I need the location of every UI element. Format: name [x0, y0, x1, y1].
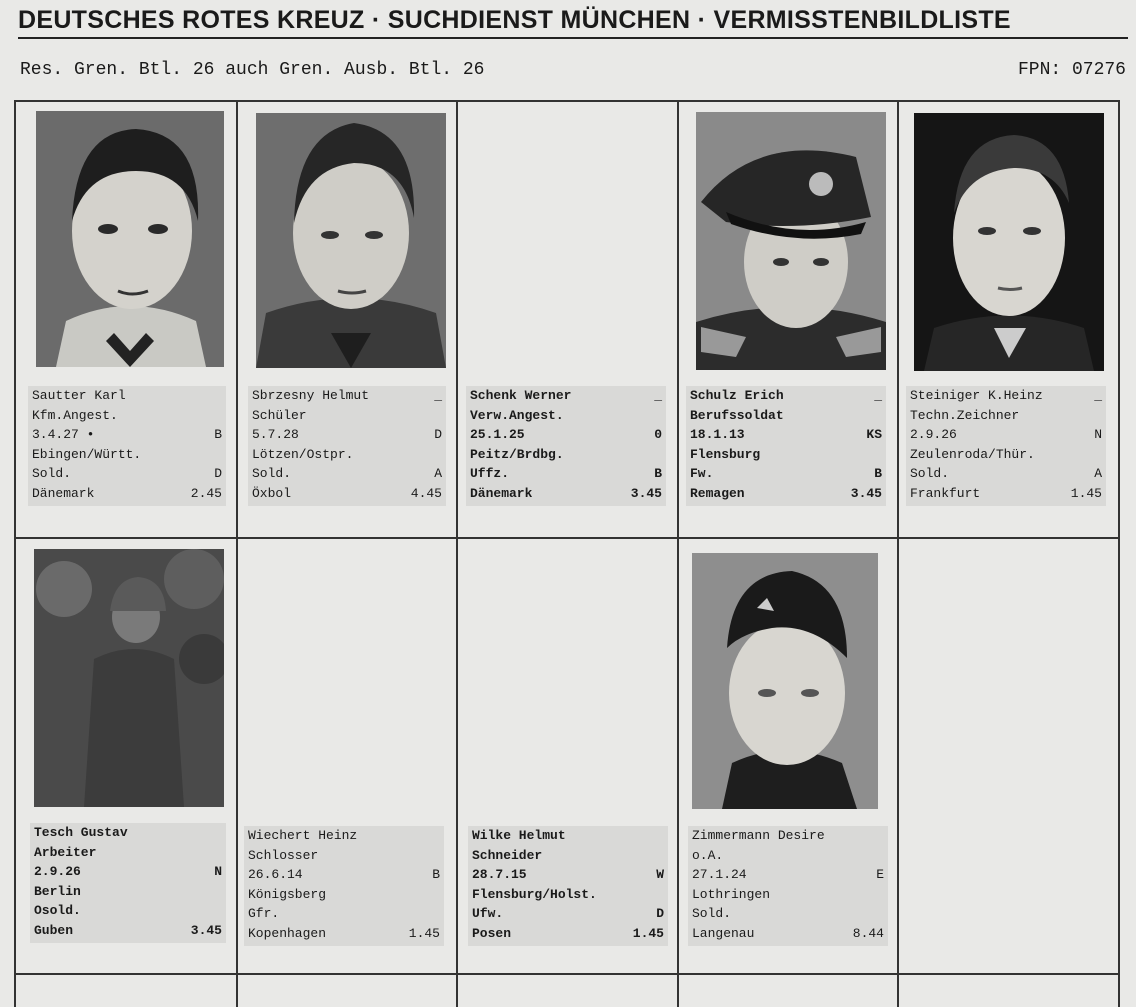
person-occupation: Schlosser	[248, 847, 319, 863]
grid-line-middle	[14, 537, 1120, 539]
military-rank: Sold.	[32, 466, 72, 481]
birth-date: 25.1.25	[470, 427, 525, 442]
person-record	[468, 826, 668, 946]
person-name: Tesch Gustav	[34, 825, 128, 840]
rank-code: D	[656, 906, 664, 921]
last-seen-date: 1.45	[408, 925, 440, 941]
birth-date: 26.6.14	[248, 867, 303, 882]
person-occupation: Schneider	[472, 847, 543, 863]
person-record	[30, 823, 226, 943]
record-mark: _	[1094, 388, 1102, 403]
title-service: SUCHDIENST MÜNCHEN	[387, 6, 691, 34]
last-seen-date: 3.45	[630, 485, 662, 501]
home-place: Flensburg/Holst.	[472, 886, 597, 902]
military-rank: Fw.	[690, 466, 714, 481]
person-occupation: Kfm.Angest.	[32, 407, 118, 423]
rank-code: A	[434, 466, 442, 481]
military-rank: Gfr.	[248, 906, 280, 921]
home-place: Peitz/Brdbg.	[470, 446, 564, 462]
last-seen-date: 2.45	[190, 485, 222, 501]
person-occupation: o.A.	[692, 847, 724, 863]
home-place: Lothringen	[692, 886, 771, 902]
birth-date: 3.4.27 •	[32, 427, 95, 442]
last-seen-place: Guben	[34, 922, 74, 938]
person-record	[248, 386, 446, 506]
rank-code: B	[654, 466, 662, 481]
person-occupation: Techn.Zeichner	[910, 407, 1020, 423]
military-rank: Sold.	[692, 906, 732, 921]
last-seen-place: Kopenhagen	[248, 925, 327, 941]
person-name: Steiniger K.Heinz	[910, 388, 1043, 403]
grid-line-col4	[897, 100, 899, 1007]
person-record	[688, 826, 888, 946]
portrait-photo	[914, 113, 1104, 371]
grid-line-top	[14, 100, 1120, 102]
person-occupation: Schüler	[252, 407, 307, 423]
rank-code: B	[874, 466, 882, 481]
record-mark: _	[874, 388, 882, 403]
person-name: Sautter Karl	[32, 388, 126, 403]
title-organization: DEUTSCHES ROTES KREUZ	[18, 6, 365, 34]
birth-date: 5.7.28	[252, 427, 299, 442]
person-record	[686, 386, 886, 506]
last-seen-date: 1.45	[632, 925, 664, 941]
unit-designation: Res. Gren. Btl. 26 auch Gren. Ausb. Btl. 26	[20, 60, 485, 80]
last-seen-place: Langenau	[692, 925, 755, 941]
military-rank: Uffz.	[470, 466, 510, 481]
portrait-photo	[34, 549, 224, 807]
list-title	[18, 6, 1128, 39]
person-record	[28, 386, 226, 506]
person-record	[906, 386, 1106, 506]
portrait-photo	[696, 112, 886, 370]
birth-code: B	[432, 867, 440, 882]
birth-code: KS	[866, 427, 882, 442]
birth-date: 18.1.13	[690, 427, 745, 442]
rank-code: D	[214, 466, 222, 481]
home-place: Zeulenroda/Thür.	[910, 446, 1035, 462]
person-name: Wiechert Heinz	[248, 828, 358, 843]
home-place: Königsberg	[248, 886, 327, 902]
last-seen-place: Posen	[472, 925, 512, 941]
last-seen-place: Dänemark	[470, 485, 533, 501]
grid-line-col5	[1118, 100, 1120, 1007]
home-place: Berlin	[34, 883, 81, 899]
birth-date: 28.7.15	[472, 867, 527, 882]
military-rank: Ufw.	[472, 906, 504, 921]
grid-line-col2	[456, 100, 458, 1007]
person-occupation: Arbeiter	[34, 844, 97, 860]
birth-date: 2.9.26	[34, 864, 81, 879]
birth-date: 27.1.24	[692, 867, 747, 882]
birth-code: N	[1094, 427, 1102, 442]
person-occupation: Verw.Angest.	[470, 407, 564, 423]
last-seen-place: Dänemark	[32, 485, 95, 501]
field-post-number: FPN: 07276	[1017, 60, 1126, 80]
grid-line-col1	[236, 100, 238, 1007]
military-rank: Sold.	[910, 466, 950, 481]
birth-code: E	[876, 867, 884, 882]
title-separator-1: ·	[364, 6, 388, 34]
grid-line-bottom	[14, 973, 1120, 975]
birth-code: W	[656, 867, 664, 882]
last-seen-date: 8.44	[852, 925, 884, 941]
portrait-photo	[36, 111, 224, 367]
birth-date: 2.9.26	[910, 427, 957, 442]
person-name: Wilke Helmut	[472, 828, 566, 843]
person-name: Zimmermann Desire	[692, 828, 825, 843]
person-name: Schenk Werner	[470, 388, 572, 403]
military-rank: Osold.	[34, 903, 81, 918]
birth-code: B	[214, 427, 222, 442]
birth-code: D	[434, 427, 442, 442]
person-occupation: Berufssoldat	[690, 407, 784, 423]
birth-code: N	[214, 864, 222, 879]
title-list-type: VERMISSTENBILDLISTE	[713, 6, 1011, 34]
last-seen-date: 3.45	[190, 922, 222, 938]
birth-code: 0	[654, 427, 662, 442]
last-seen-date: 1.45	[1070, 485, 1102, 501]
portrait-photo	[692, 553, 878, 809]
last-seen-place: Remagen	[690, 485, 745, 501]
person-name: Schulz Erich	[690, 388, 784, 403]
person-name: Sbrzesny Helmut	[252, 388, 370, 403]
last-seen-place: Öxbol	[252, 485, 292, 501]
record-mark: _	[654, 388, 662, 403]
person-record	[244, 826, 444, 946]
title-separator-2: ·	[690, 6, 714, 34]
home-place: Lötzen/Ostpr.	[252, 446, 354, 462]
military-rank: Sold.	[252, 466, 292, 481]
last-seen-date: 3.45	[850, 485, 882, 501]
portrait-photo	[256, 113, 446, 368]
grid-line-col3	[677, 100, 679, 1007]
home-place: Ebingen/Württ.	[32, 446, 142, 462]
rank-code: A	[1094, 466, 1102, 481]
last-seen-date: 4.45	[410, 485, 442, 501]
person-record	[466, 386, 666, 506]
grid-line-col0	[14, 100, 16, 1007]
last-seen-place: Frankfurt	[910, 485, 981, 501]
record-mark: _	[434, 388, 442, 403]
home-place: Flensburg	[690, 446, 761, 462]
